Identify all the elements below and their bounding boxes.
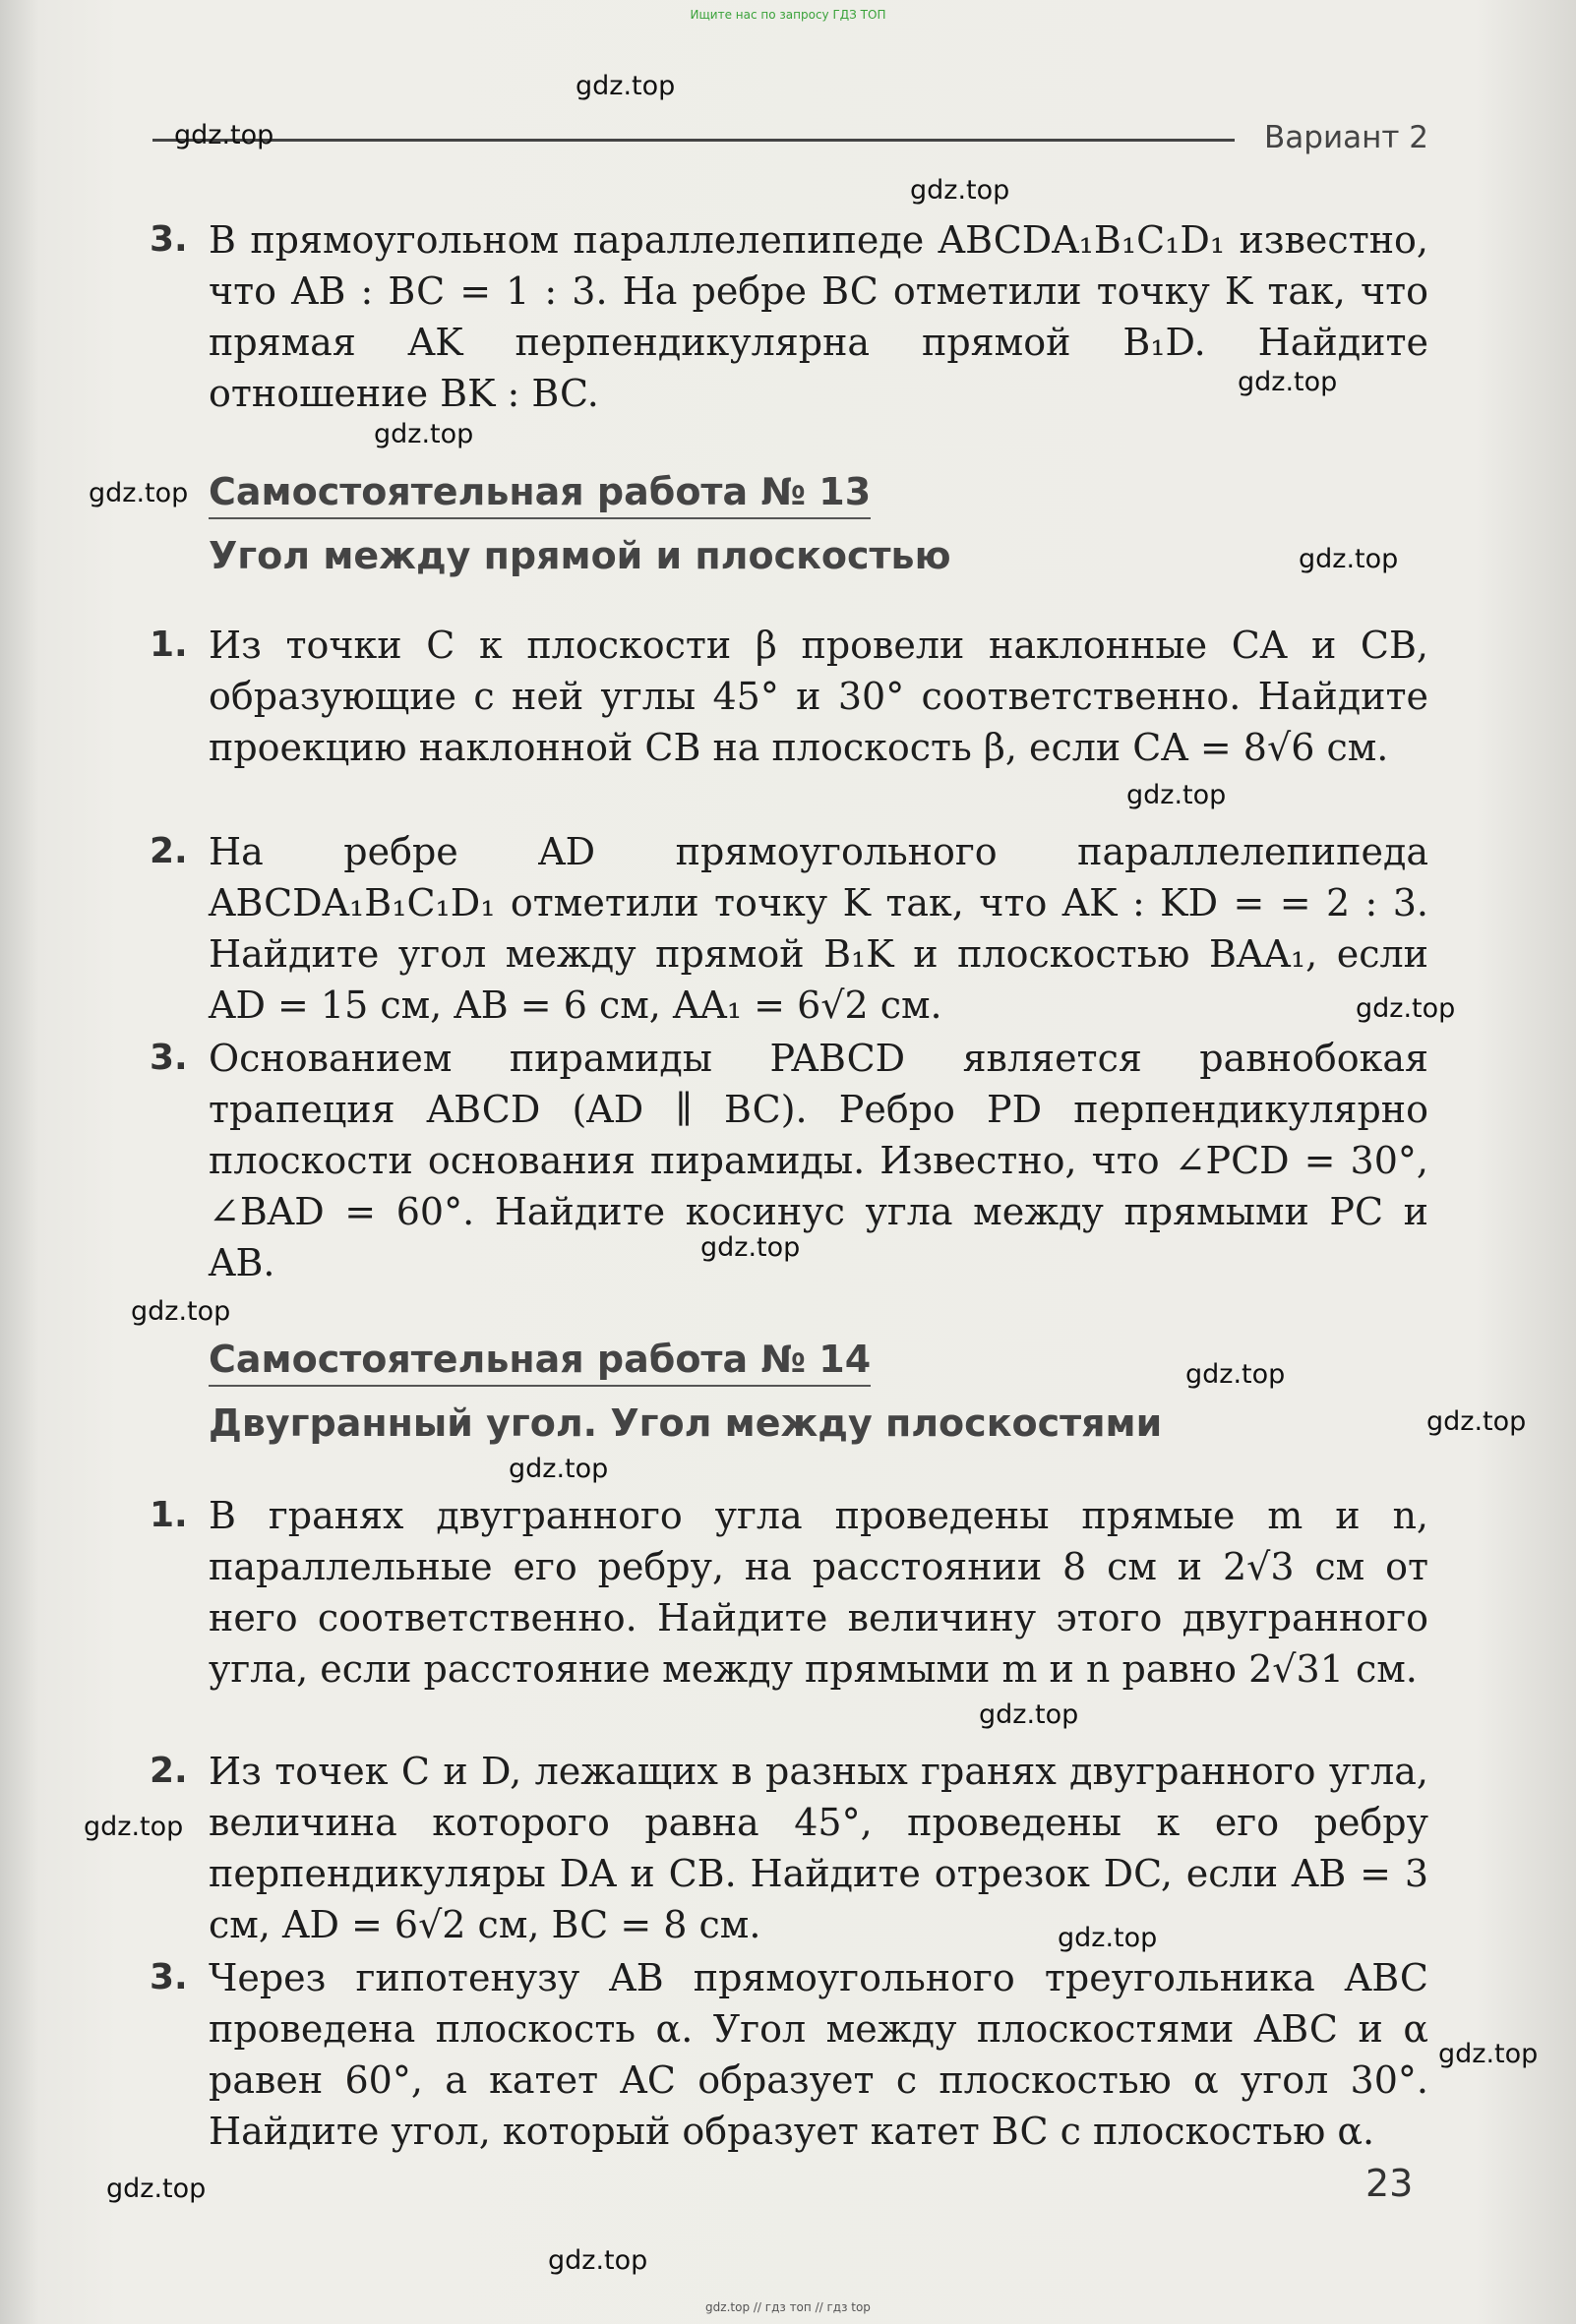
work14-task-2	[150, 1746, 1428, 1950]
watermark: gdz.top	[84, 1812, 184, 1842]
task-text: В гранях двугранного угла проведены прямые m и n, параллельные его ребру, на расстоянии 8 см и 2√3 см от него соответственно. Найдите величину этого двугранного угла, если расстояние между прямыми m и n равно 2√31 см.	[209, 1494, 1428, 1691]
task-text: Основанием пирамиды PABCD является равнобокая трапеция ABCD (AD ∥ BC). Ребро PD перпендикулярно плоскости основания пирамиды. Известно, что ∠PCD = 30°, ∠BAD = 60°. Найдите косинус угла между прямыми PC и AB.	[209, 1037, 1428, 1284]
work13-task-2	[150, 826, 1428, 1031]
task-number: 2.	[150, 1751, 188, 1791]
task-number: 3.	[150, 1957, 188, 1997]
watermark: gdz.top	[700, 1232, 801, 1263]
watermark: gdz.top	[89, 478, 189, 508]
task-text: Из точки C к плоскости β провели наклонные CA и CB, образующие с ней углы 45° и 30° соответственно. Найдите проекцию наклонной CB на плоскость β, если CA = 8√6 см.	[209, 624, 1428, 769]
watermark: gdz.top	[131, 1296, 231, 1327]
task-number: 3.	[150, 1038, 188, 1078]
watermark: gdz.top	[548, 2245, 648, 2276]
task-text: В прямоугольном параллелепипеде ABCDA₁B₁C₁D₁ известно, что AB : BC = 1 : 3. На ребре BC отметили точку K так, что прямая AK перпендикулярна прямой B₁D. Найдите отношение BK : BC.	[209, 218, 1428, 415]
watermark: gdz.top	[374, 419, 474, 449]
work14-title: Самостоятельная работа № 14	[209, 1338, 871, 1387]
work14-subtitle: Двугранный угол. Угол между плоскостями	[209, 1401, 1163, 1445]
task-text: Через гипотенузу AB прямоугольного треугольника ABC проведена плоскость α. Угол между плоскостями ABC и α равен 60°, а катет AC образует с плоскостью α угол 30°. Найдите угол, который образует катет BC с плоскостью α.	[209, 1956, 1428, 2153]
watermark: gdz.top	[1185, 1359, 1286, 1390]
watermark: gdz.top	[106, 2174, 207, 2204]
watermark: gdz.top	[509, 1454, 609, 1484]
watermark: gdz.top	[1438, 2039, 1539, 2069]
watermark: gdz.top	[174, 120, 274, 150]
watermark: gdz.top	[1058, 1923, 1158, 1953]
work14-task-1	[150, 1490, 1428, 1695]
variant-label: Вариант 2	[1264, 120, 1428, 155]
watermark: gdz.top	[910, 175, 1010, 206]
work13-task-1	[150, 620, 1428, 773]
task-number: 2.	[150, 831, 188, 871]
watermark: gdz.top	[979, 1699, 1079, 1730]
work13-subtitle: Угол между прямой и плоскостью	[209, 534, 951, 577]
watermark: gdz.top	[1299, 544, 1399, 574]
header-rule	[152, 139, 1235, 142]
task-text: На ребре AD прямоугольного параллелепипеда ABCDA₁B₁C₁D₁ отметили точку K так, что AK : KD = = 2 : 3. Найдите угол между прямой B₁K и плоскостью BAA₁, если AD = 15 см, AB = 6 см, AA₁ = 6√2 см.	[209, 830, 1428, 1027]
bottom-banner: gdz.top // гдз топ // гдз top	[705, 2300, 871, 2314]
watermark: gdz.top	[1126, 780, 1227, 810]
work14-task-3	[150, 1952, 1428, 2157]
top-banner: Ищите нас по запросу ГДЗ ТОП	[690, 8, 886, 22]
watermark: gdz.top	[576, 71, 676, 101]
task-text: Из точек C и D, лежащих в разных гранях двугранного угла, величина которого равна 45°, проведены к его ребру перпендикуляры DA и CB. Найдите отрезок DC, если AB = 3 см, AD = 6√2 см, BC = 8 см.	[209, 1750, 1428, 1946]
work13-title: Самостоятельная работа № 13	[209, 470, 871, 519]
task-number: 1.	[150, 1495, 188, 1535]
task-number: 1.	[150, 625, 188, 665]
work13-task-3	[150, 1033, 1428, 1288]
watermark: gdz.top	[1426, 1406, 1527, 1437]
watermark: gdz.top	[1238, 367, 1338, 397]
page-number: 23	[1365, 2162, 1414, 2205]
task-number: 3.	[150, 219, 188, 260]
watermark: gdz.top	[1356, 993, 1456, 1024]
